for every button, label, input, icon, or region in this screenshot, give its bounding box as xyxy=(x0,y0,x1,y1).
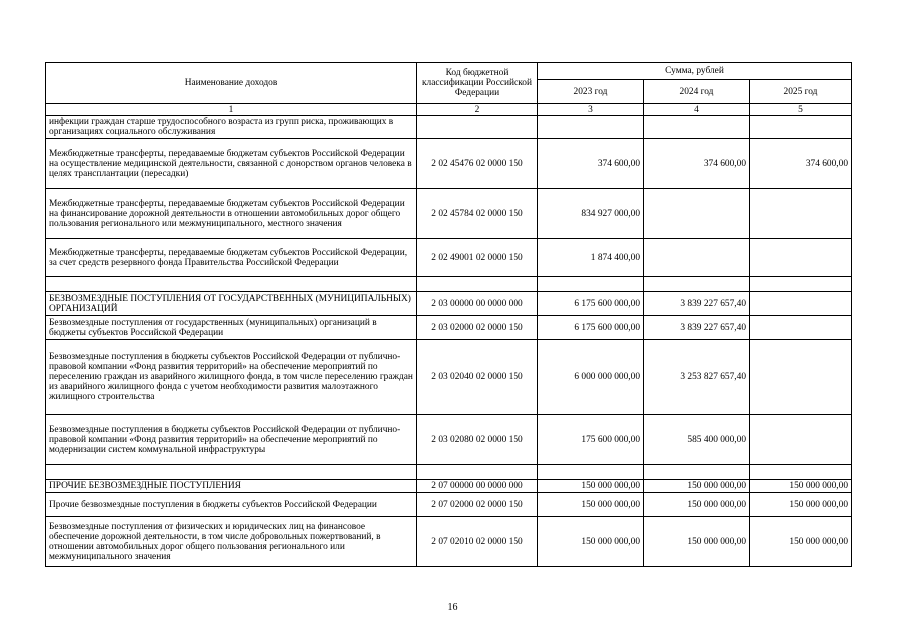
table-row xyxy=(46,139,852,189)
value-2023: 1 874 400,00 xyxy=(538,239,644,277)
value-2024: 150 000 000,00 xyxy=(644,480,750,493)
budget-code xyxy=(417,116,538,139)
table-row xyxy=(46,493,852,517)
value-2023: 6 175 600 000,00 xyxy=(538,292,644,316)
income-name: ПРОЧИЕ БЕЗВОЗМЕЗДНЫЕ ПОСТУПЛЕНИЯ xyxy=(46,480,417,493)
value-2023: 150 000 000,00 xyxy=(538,480,644,493)
column-number: 5 xyxy=(750,104,852,116)
table-row xyxy=(46,415,852,465)
budget-code: 2 03 02040 02 0000 150 xyxy=(417,340,538,415)
spacer-row xyxy=(46,277,852,292)
revenue-table xyxy=(45,62,852,567)
table-row xyxy=(46,116,852,139)
table-row xyxy=(46,239,852,277)
value-2023 xyxy=(538,116,644,139)
table-row xyxy=(46,340,852,415)
value-2024: 3 839 227 657,40 xyxy=(644,292,750,316)
column-number-row xyxy=(46,104,852,116)
value-2024: 585 400 000,00 xyxy=(644,415,750,465)
value-2023: 6 175 600 000,00 xyxy=(538,316,644,340)
budget-code: 2 07 00000 00 0000 000 xyxy=(417,480,538,493)
value-2025 xyxy=(750,292,852,316)
income-name: БЕЗВОЗМЕЗДНЫЕ ПОСТУПЛЕНИЯ ОТ ГОСУДАРСТВЕННЫХ (МУНИЦИПАЛЬНЫХ) ОРГАНИЗАЦИЙ xyxy=(46,292,417,316)
value-2025 xyxy=(750,189,852,239)
value-2025 xyxy=(750,340,852,415)
spacer-row xyxy=(46,465,852,480)
value-2024 xyxy=(644,116,750,139)
value-2023: 150 000 000,00 xyxy=(538,517,644,567)
value-2025: 374 600,00 xyxy=(750,139,852,189)
value-2025 xyxy=(750,239,852,277)
value-2024: 3 839 227 657,40 xyxy=(644,316,750,340)
budget-code: 2 03 00000 00 0000 000 xyxy=(417,292,538,316)
column-number: 2 xyxy=(417,104,538,116)
table-row xyxy=(46,292,852,316)
value-2023: 834 927 000,00 xyxy=(538,189,644,239)
value-2023: 6 000 000 000,00 xyxy=(538,340,644,415)
value-2025 xyxy=(750,116,852,139)
income-name: инфекции граждан старше трудоспособного возраста из групп риска, проживающих в организациях социального обслуживания xyxy=(46,116,417,139)
income-name: Безвозмездные поступления от физических и юридических лиц на финансовое обеспечение дорожной деятельности, в том числе добровольных пожертвований, в отношении автомобильных дорог общего пользования регионального или межмуниципального значения xyxy=(46,517,417,567)
income-name: Безвозмездные поступления в бюджеты субъектов Российской Федерации от публично-правовой компании «Фонд развития территорий» на обеспечение мероприятий по переселению граждан из аварийного жилищного фонда, в том числе переселению граждан из аварийного жилищного фонда с учетом необходимости развития малоэтажного жилищного строительства xyxy=(46,340,417,415)
table-row xyxy=(46,316,852,340)
year-header-2023: 2023 год xyxy=(538,80,644,104)
value-2025: 150 000 000,00 xyxy=(750,480,852,493)
column-number: 4 xyxy=(644,104,750,116)
income-name: Безвозмездные поступления в бюджеты субъектов Российской Федерации от публично-правовой компании «Фонд развития территорий» на обеспечение мероприятий по модернизации систем коммунальной инфраструктуры xyxy=(46,415,417,465)
income-name: Безвозмездные поступления от государственных (муниципальных) организаций в бюджеты субъектов Российской Федерации xyxy=(46,316,417,340)
income-name-header: Наименование доходов xyxy=(46,63,417,104)
value-2025: 150 000 000,00 xyxy=(750,517,852,567)
budget-code: 2 07 02000 02 0000 150 xyxy=(417,493,538,517)
budget-code-header: Код бюджетной классификации Российской Федерации xyxy=(417,63,538,104)
table-row xyxy=(46,517,852,567)
value-2024: 150 000 000,00 xyxy=(644,493,750,517)
value-2025: 150 000 000,00 xyxy=(750,493,852,517)
value-2023: 150 000 000,00 xyxy=(538,493,644,517)
budget-code: 2 07 02010 02 0000 150 xyxy=(417,517,538,567)
value-2024 xyxy=(644,189,750,239)
income-name: Межбюджетные трансферты, передаваемые бюджетам субъектов Российской Федерации, за счет средств резервного фонда Правительства Российской Федерации xyxy=(46,239,417,277)
value-2024 xyxy=(644,239,750,277)
value-2024: 374 600,00 xyxy=(644,139,750,189)
table-header-row xyxy=(46,63,852,80)
budget-code: 2 03 02080 02 0000 150 xyxy=(417,415,538,465)
income-name: Межбюджетные трансферты, передаваемые бюджетам субъектов Российской Федерации на финансирование дорожной деятельности в отношении автомобильных дорог общего пользования регионального или межмуниципального, местного значения xyxy=(46,189,417,239)
value-2023: 175 600 000,00 xyxy=(538,415,644,465)
value-2024: 150 000 000,00 xyxy=(644,517,750,567)
value-2024: 3 253 827 657,40 xyxy=(644,340,750,415)
year-header-2025: 2025 год xyxy=(750,80,852,104)
value-2025 xyxy=(750,316,852,340)
table-row xyxy=(46,189,852,239)
column-number: 3 xyxy=(538,104,644,116)
value-2023: 374 600,00 xyxy=(538,139,644,189)
income-name: Прочие безвозмездные поступления в бюджеты субъектов Российской Федерации xyxy=(46,493,417,517)
page-number: 16 xyxy=(447,602,458,613)
column-number: 1 xyxy=(46,104,417,116)
sum-header: Сумма, рублей xyxy=(538,63,852,80)
table-row xyxy=(46,480,852,493)
budget-code: 2 03 02000 02 0000 150 xyxy=(417,316,538,340)
budget-code: 2 02 49001 02 0000 150 xyxy=(417,239,538,277)
budget-code: 2 02 45476 02 0000 150 xyxy=(417,139,538,189)
year-header-2024: 2024 год xyxy=(644,80,750,104)
budget-code: 2 02 45784 02 0000 150 xyxy=(417,189,538,239)
income-name: Межбюджетные трансферты, передаваемые бюджетам субъектов Российской Федерации на осуществление медицинской деятельности, связанной с донорством органов человека в целях трансплантации (пересадки) xyxy=(46,139,417,189)
value-2025 xyxy=(750,415,852,465)
